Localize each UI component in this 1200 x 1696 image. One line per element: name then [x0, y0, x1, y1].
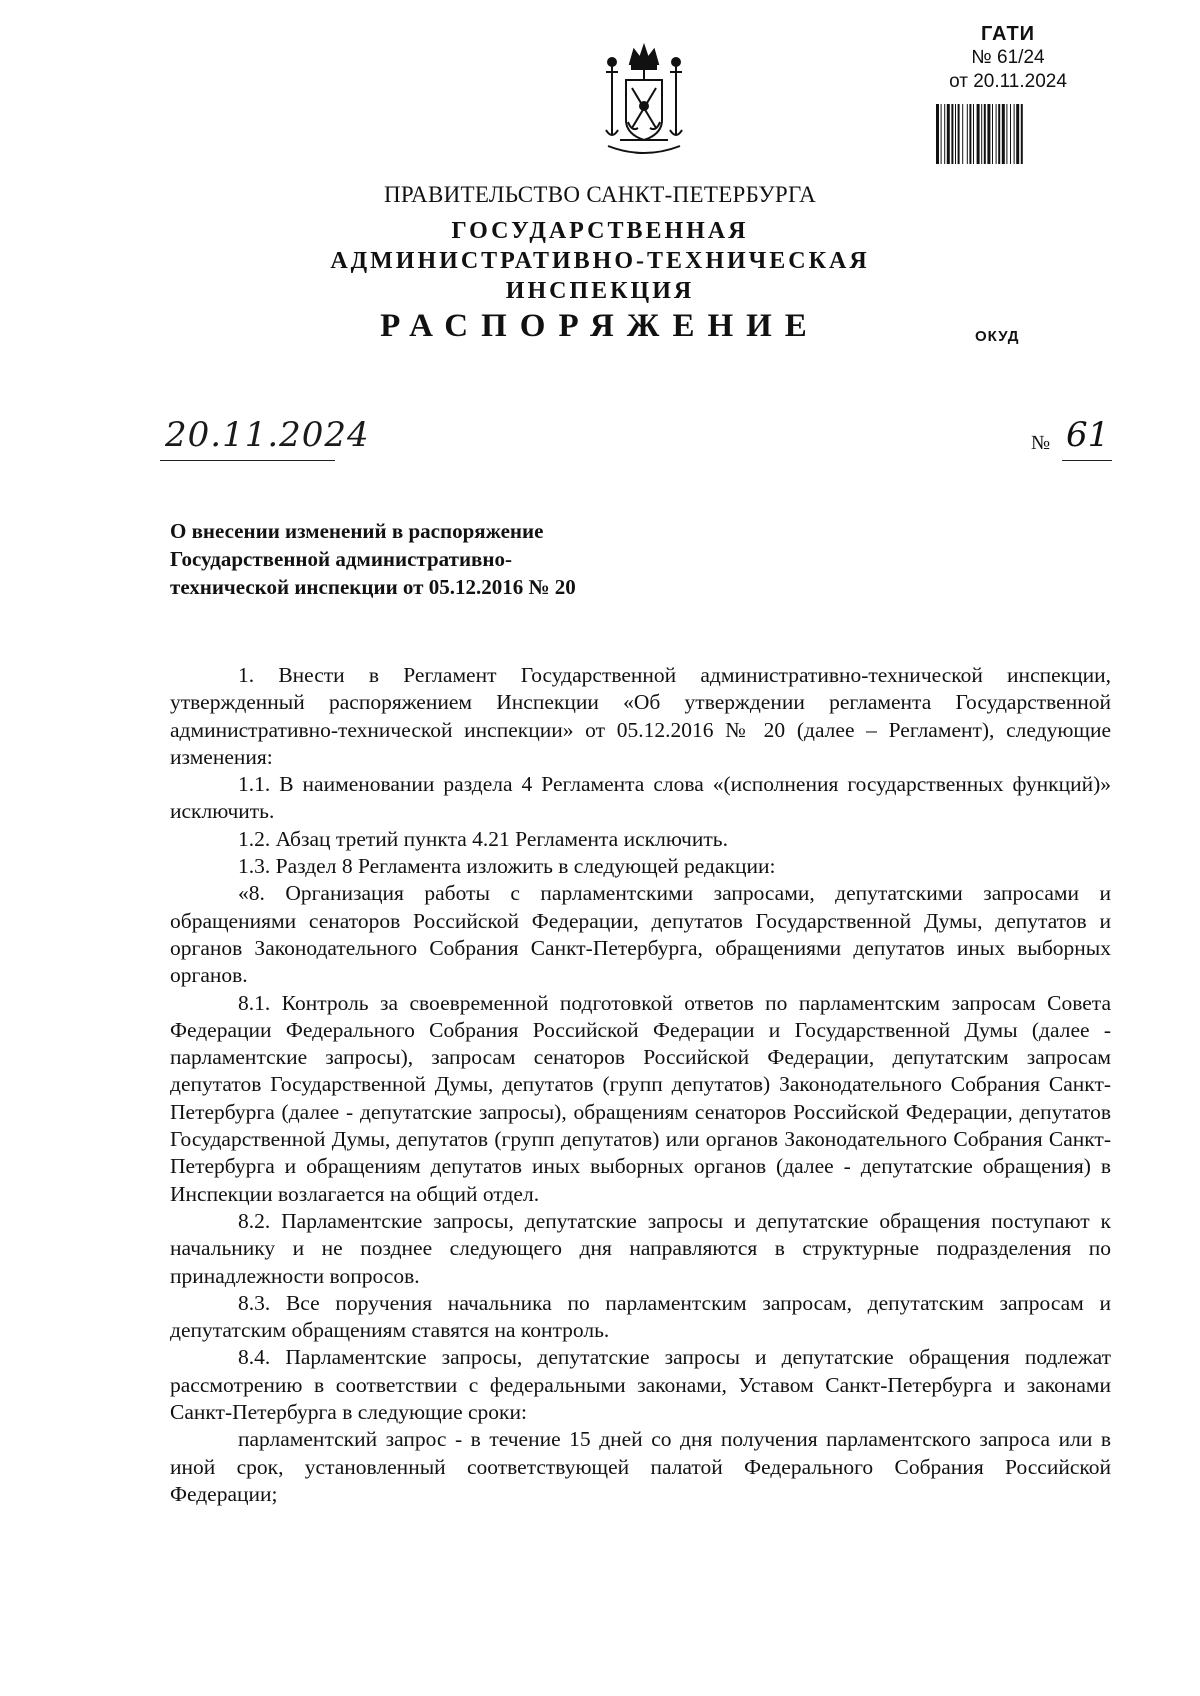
paragraph-1-2: 1.2. Абзац третий пункта 4.21 Регламента исключить.: [238, 826, 728, 851]
paragraph-1: 1. Внести в Регламент Государственной административно-технической инспекции, утвержденный распоряжением Инспекции «Об утверждении регламента Государственной административно-технической инспекции» от 05.12.2016 № 20 (далее – Регламент), следующие изменения:: [170, 663, 1111, 769]
document-subject: [170, 517, 730, 601]
paragraph-8: «8. Организация работы с парламентскими запросами, депутатскими запросами и обращениями сенаторов Российской Федерации, депутатов Государственной Думы, депутатов и органов Законодательного Собрания Санкт-Петербурга, обращениями депутатов иных выборных органов.: [170, 881, 1111, 988]
subject-line-3: технической инспекции от 05.12.2016 № 20: [170, 575, 576, 599]
document-date: 20.11.2024: [165, 415, 370, 455]
paragraph-8-4-deadline: парламентский запрос - в течение 15 дней со дня получения парламентского запроса или в иной срок, установленный соответствующей палатой Федерального Собрания Российской Федерации;: [170, 1427, 1111, 1506]
subject-line-2: Государственной административно-: [170, 547, 512, 571]
registration-stamp: [928, 22, 1088, 94]
inspection-name: [0, 216, 1200, 306]
stamp-date: от 20.11.2024: [949, 71, 1067, 92]
document-number: 61: [1066, 415, 1110, 455]
document-type: РАСПОРЯЖЕНИЕ: [380, 308, 820, 344]
paragraph-1-3: 1.3. Раздел 8 Регламента изложить в следующей редакции:: [238, 854, 776, 879]
okud-label: ОКУД: [975, 328, 1020, 345]
document-body: [170, 662, 1111, 1508]
paragraph-1-1: 1.1. В наименовании раздела 4 Регламента слова «(исполнения государственных функций)» исключить.: [170, 772, 1111, 824]
paragraph-8-1: 8.1. Контроль за своевременной подготовкой ответов по парламентским запросам Совета Федерации Федерального Собрания Российской Федерации и Государственной Думы (далее - парламентские запросы), запросам сенаторов Российской Федерации, депутатским запросам депутатов Государственной Думы, депутатов (групп депутатов) Законодательного Собрания Санкт-Петербурга (далее - депутатские запросы), обращениям сенаторов Российской Федерации, депутатов Государственной Думы, депутатов (групп депутатов) или органов Законодательного Собрания Санкт-Петербурга и обращениям депутатов иных выборных органов (далее - депутатские обращения) в Инспекции возлагается на общий отдел.: [170, 990, 1111, 1206]
number-label: №: [1031, 432, 1051, 454]
government-name: ПРАВИТЕЛЬСТВО САНКТ-ПЕТЕРБУРГА: [383, 182, 817, 207]
barcode-icon: [936, 104, 1088, 164]
paragraph-8-4: 8.4. Парламентские запросы, депутатские запросы и депутатские обращения подлежат рассмотрению в соответствии с федеральными законами, Уставом Санкт-Петербурга и законами Санкт-Петербурга в следующие сроки:: [170, 1345, 1111, 1425]
paragraph-8-2: 8.2. Парламентские запросы, депутатские запросы и депутатские обращения поступают к начальнику и не позднее следующего дня направляются в структурные подразделения по принадлежности вопросов.: [170, 1208, 1111, 1288]
inspection-line-1: ГОСУДАРСТВЕННАЯ: [451, 218, 749, 244]
number-underline: [1062, 460, 1112, 461]
inspection-line-3: ИНСПЕКЦИЯ: [505, 278, 695, 304]
stamp-number: № 61/24: [971, 47, 1045, 68]
stamp-agency: ГАТИ: [980, 23, 1036, 45]
date-underline: [160, 460, 335, 461]
coat-of-arms-icon: [598, 42, 690, 160]
subject-line-1: О внесении изменений в распоряжение: [170, 519, 544, 543]
inspection-line-2: АДМИНИСТРАТИВНО-ТЕХНИЧЕСКАЯ: [330, 248, 870, 274]
paragraph-8-3: 8.3. Все поручения начальника по парламентским запросам, депутатским запросам и депутатским обращениям ставятся на контроль.: [170, 1290, 1111, 1343]
